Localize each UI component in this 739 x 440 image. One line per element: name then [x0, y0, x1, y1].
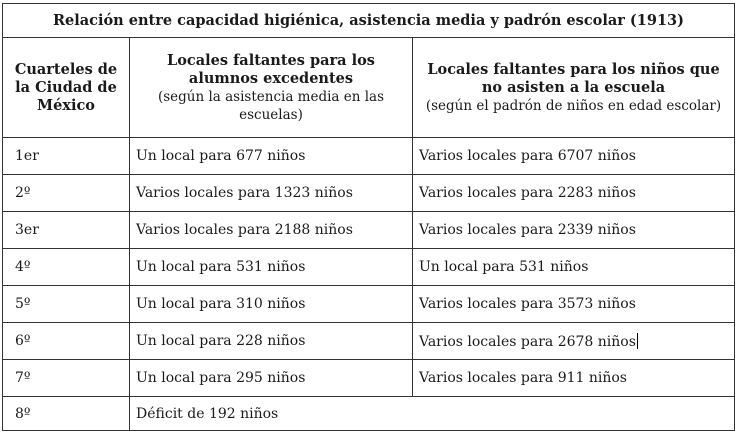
header-no-asisten-note: (según el padrón de niños en edad escolar): [425, 97, 722, 114]
header-excedentes: [130, 38, 413, 138]
cell-cuartel: 1er: [3, 138, 130, 175]
header-no-asisten: [413, 38, 735, 138]
cell-no-asisten: Varios locales para 2339 niños: [413, 212, 735, 249]
cell-cuartel: 8º: [3, 397, 130, 431]
cell-no-asisten: Varios locales para 911 niños: [413, 360, 735, 397]
cell-no-asisten-editing[interactable]: [413, 323, 735, 360]
header-excedentes-note: (según la asistencia media en las escuelas): [157, 88, 385, 123]
header-row: [3, 38, 735, 138]
table-row: [3, 397, 735, 431]
table-container: [2, 3, 734, 431]
header-no-asisten-label: Locales faltantes para los niños que no asisten a la escuela: [427, 60, 720, 96]
cell-cuartel: 6º: [3, 323, 130, 360]
cell-excedentes: Varios locales para 1323 niños: [130, 175, 413, 212]
table-title: Relación entre capacidad higiénica, asistencia media y padrón escolar (1913): [3, 4, 735, 38]
table-row: [3, 212, 735, 249]
cell-excedentes: Un local para 310 niños: [130, 286, 413, 323]
data-table: [2, 3, 735, 431]
cell-cuartel: 2º: [3, 175, 130, 212]
title-row: [3, 4, 735, 38]
cell-excedentes: Un local para 531 niños: [130, 249, 413, 286]
cell-cuartel: 5º: [3, 286, 130, 323]
table-row: [3, 323, 735, 360]
table-row: [3, 286, 735, 323]
cell-no-asisten: Varios locales para 2283 niños: [413, 175, 735, 212]
cell-no-asisten-text: Varios locales para 2678 niños: [419, 333, 636, 350]
header-cuarteles: [3, 38, 130, 138]
cell-no-asisten: Un local para 531 niños: [413, 249, 735, 286]
cell-excedentes: Varios locales para 2188 niños: [130, 212, 413, 249]
text-cursor: [637, 333, 638, 349]
table-row: [3, 360, 735, 397]
header-cuarteles-label: Cuarteles de la Ciudad de México: [14, 60, 118, 114]
table-row: [3, 249, 735, 286]
table-row: [3, 138, 735, 175]
cell-cuartel: 7º: [3, 360, 130, 397]
cell-cuartel: 4º: [3, 249, 130, 286]
cell-excedentes: Un local para 677 niños: [130, 138, 413, 175]
header-excedentes-label: Locales faltantes para los alumnos excedentes: [167, 51, 375, 87]
cell-excedentes: Un local para 295 niños: [130, 360, 413, 397]
cell-excedentes: Un local para 228 niños: [130, 323, 413, 360]
cell-cuartel: 3er: [3, 212, 130, 249]
cell-no-asisten: Varios locales para 6707 niños: [413, 138, 735, 175]
cell-no-asisten: Varios locales para 3573 niños: [413, 286, 735, 323]
cell-merged-deficit: Déficit de 192 niños: [130, 397, 735, 431]
table-row: [3, 175, 735, 212]
